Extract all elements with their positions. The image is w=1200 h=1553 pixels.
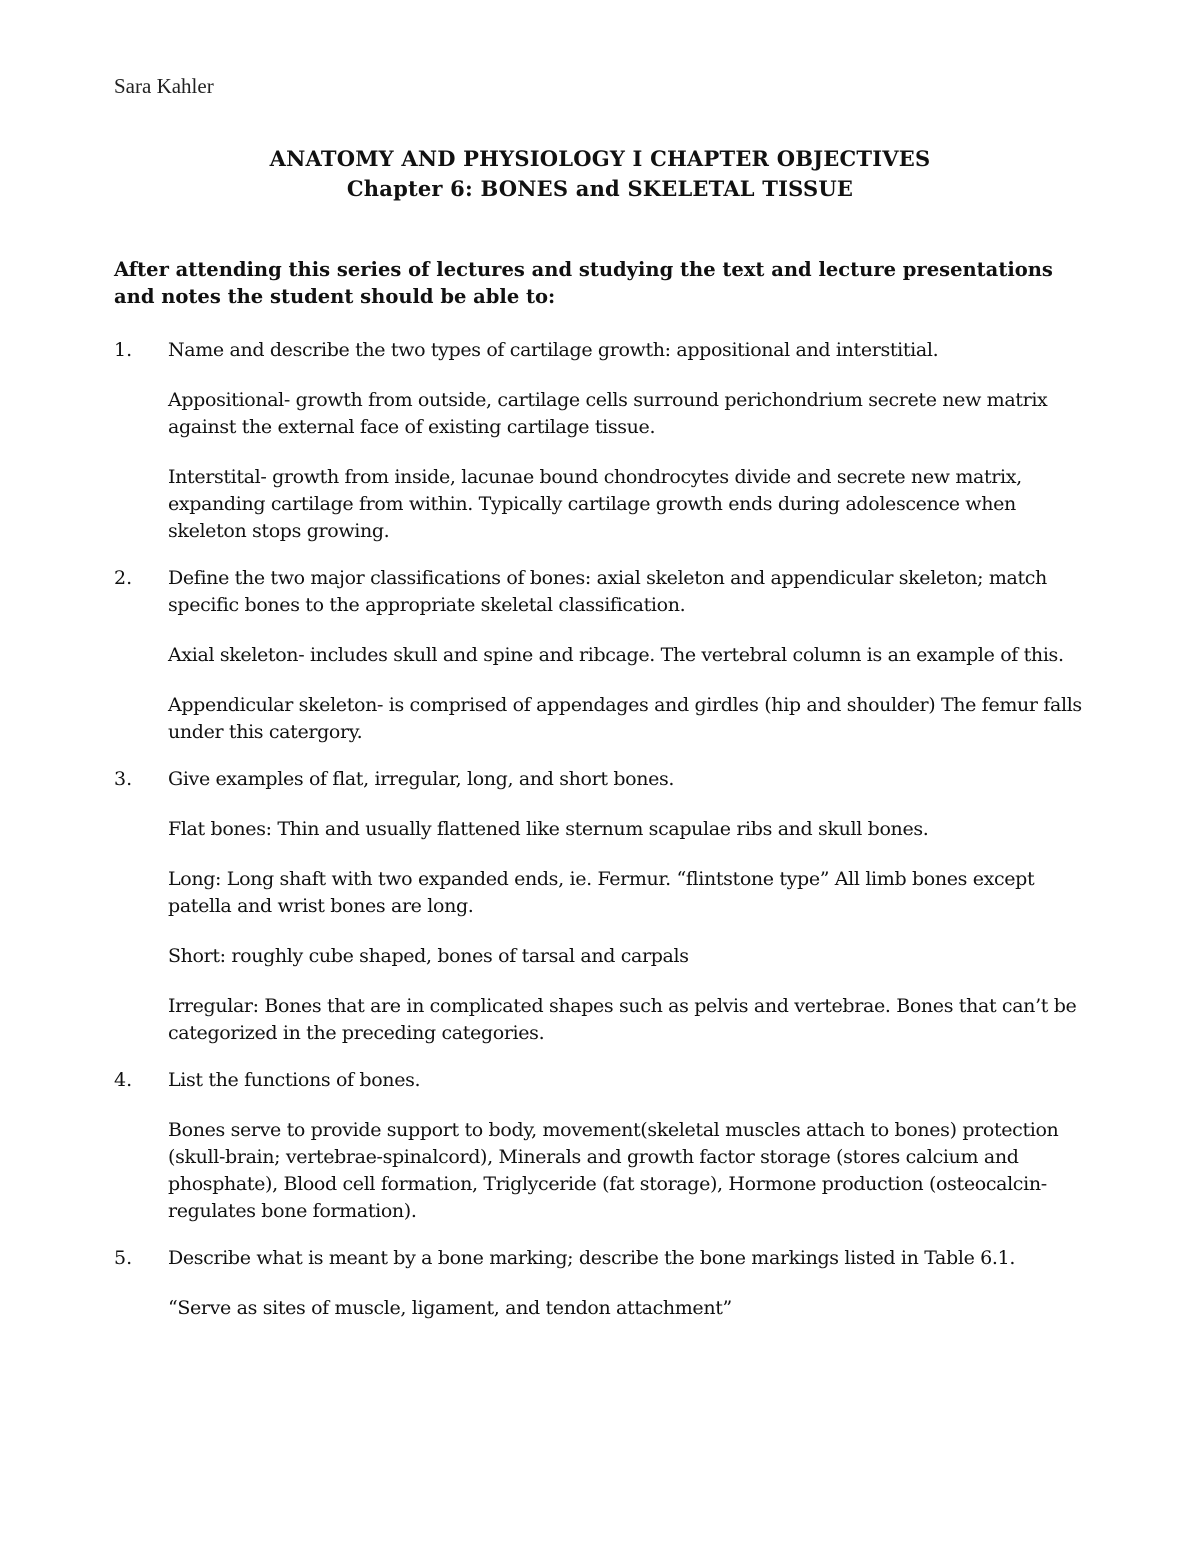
objective-answer: Appendicular skeleton- is comprised of appendages and girdles (hip and shoulder) The femur falls under this catergory. — [168, 694, 1082, 743]
objective-number: 1. — [114, 339, 133, 361]
objective-answer: Axial skeleton- includes skull and spine and ribcage. The vertebral column is an example of this. — [168, 644, 1064, 666]
objective-question: Define the two major classifications of bones: axial skeleton and appendicular skeleton; match specific bones to the appropriate skeletal classification. — [168, 567, 1047, 616]
objective-number: 3. — [114, 768, 133, 790]
objective-question: Name and describe the two types of cartilage growth: appositional and interstitial. — [168, 339, 939, 361]
objective-number: 2. — [114, 567, 133, 589]
author-name: Sara Kahler — [114, 74, 214, 98]
objective-answer: Bones serve to provide support to body, movement(skeletal muscles attach to bones) protection (skull-brain; vertebrae-spinalcord), Minerals and growth factor storage (stores calcium and phosphate), Blood cell formation, Triglyceride (fat storage), Hormone production (osteocalcin-regulates bone formation). — [168, 1119, 1059, 1222]
objective-answer: Short: roughly cube shaped, bones of tarsal and carpals — [168, 945, 689, 967]
intro-text: After attending this series of lectures and studying the text and lecture presentations and notes the student should be able to: — [114, 258, 1053, 308]
objective-answer: Long: Long shaft with two expanded ends, ie. Fermur. “flintstone type” All limb bones except patella and wrist bones are long. — [168, 868, 1035, 917]
objective-item — [114, 565, 1094, 746]
objective-question: Give examples of flat, irregular, long, and short bones. — [168, 768, 675, 790]
objective-answer: Irregular: Bones that are in complicated shapes such as pelvis and vertebrae. Bones that can’t be categorized in the preceding categories. — [168, 995, 1077, 1044]
objective-item — [114, 766, 1094, 1047]
title-line-1: ANATOMY AND PHYSIOLOGY I CHAPTER OBJECTIVES — [269, 146, 931, 171]
objective-item — [114, 337, 1094, 545]
objective-number: 4. — [114, 1069, 133, 1091]
objective-answer: “Serve as sites of muscle, ligament, and tendon attachment” — [168, 1297, 732, 1319]
objective-question: Describe what is meant by a bone marking; describe the bone markings listed in Table 6.1. — [168, 1247, 1016, 1269]
objective-answer: Flat bones: Thin and usually flattened like sternum scapulae ribs and skull bones. — [168, 818, 929, 840]
title-line-2: Chapter 6: BONES and SKELETAL TISSUE — [346, 176, 854, 201]
objectives-list — [114, 337, 1094, 1342]
objective-item — [114, 1067, 1094, 1225]
document-title — [0, 144, 1200, 204]
objective-item — [114, 1245, 1094, 1322]
objective-answer: Interstital- growth from inside, lacunae bound chondrocytes divide and secrete new matrix, expanding cartilage from within. Typically cartilage growth ends during adolescence when skeleton stops growing. — [168, 466, 1022, 542]
objective-answer: Appositional- growth from outside, cartilage cells surround perichondrium secrete new matrix against the external face of existing cartilage tissue. — [168, 389, 1048, 438]
objective-number: 5. — [114, 1247, 133, 1269]
objective-question: List the functions of bones. — [168, 1069, 421, 1091]
